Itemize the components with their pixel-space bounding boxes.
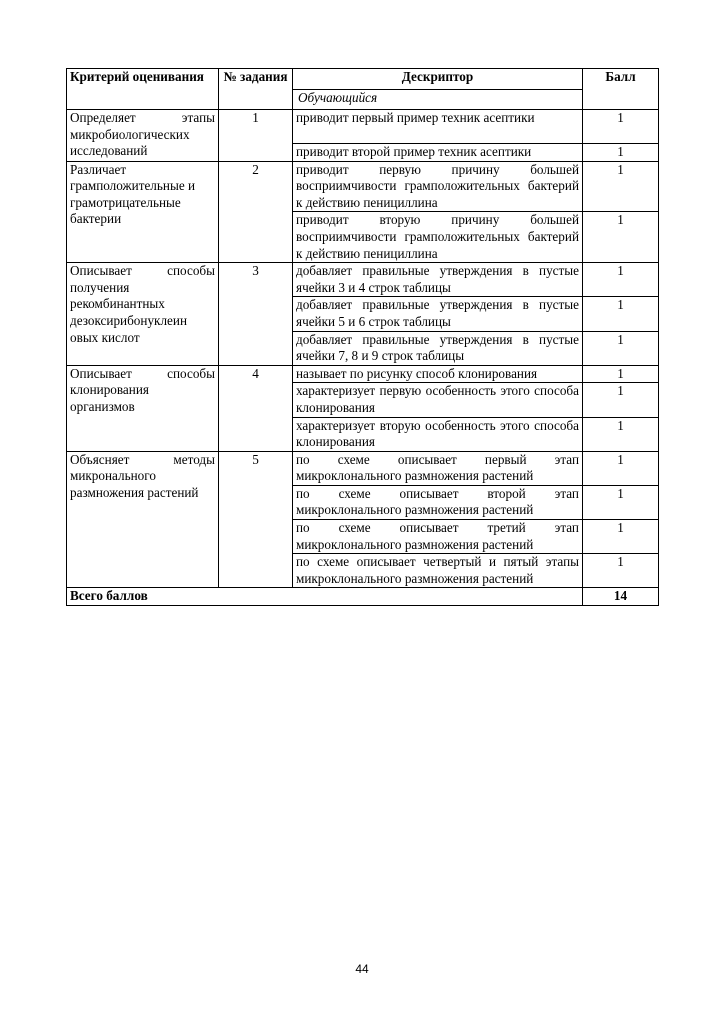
task-number-cell: 5 xyxy=(219,451,293,588)
criterion-cell: Определяет этапы микробиологических исследований xyxy=(67,110,219,162)
score-cell: 1 xyxy=(583,161,659,212)
score-cell: 1 xyxy=(583,554,659,588)
header-descriptor: Дескриптор xyxy=(293,69,583,90)
descriptor-cell: характеризует вторую особенность этого способа клонирования xyxy=(293,417,583,451)
descriptor-cell: называет по рисунку способ клонирования xyxy=(293,365,583,383)
header-learner: Обучающийся xyxy=(293,89,583,110)
criterion-cell: Различает грамположительные и грамотрицательные бактерии xyxy=(67,161,219,263)
score-cell: 1 xyxy=(583,212,659,263)
score-cell: 1 xyxy=(583,485,659,519)
score-cell: 1 xyxy=(583,451,659,485)
total-row xyxy=(67,588,659,606)
descriptor-cell: приводит вторую причину большей восприимчивости грамположительных бактерий к действию пенициллина xyxy=(293,212,583,263)
descriptor-cell: добавляет правильные утверждения в пустые ячейки 5 и 6 строк таблицы xyxy=(293,297,583,331)
task-number-cell: 3 xyxy=(219,263,293,366)
descriptor-cell: приводит первую причину большей восприимчивости грамположительных бактерий к действию пенициллина xyxy=(293,161,583,212)
score-cell: 1 xyxy=(583,365,659,383)
table-row xyxy=(67,263,659,297)
descriptor-cell: приводит первый пример техник асептики xyxy=(293,110,583,144)
score-cell: 1 xyxy=(583,331,659,365)
task-number-cell: 2 xyxy=(219,161,293,263)
descriptor-cell: по схеме описывает третий этап микроклонального размножения растений xyxy=(293,520,583,554)
descriptor-cell: приводит второй пример техник асептики xyxy=(293,144,583,162)
score-cell: 1 xyxy=(583,520,659,554)
score-cell: 1 xyxy=(583,110,659,144)
table-row xyxy=(67,110,659,144)
criterion-cell: Описывает способы клонирования организмов xyxy=(67,365,219,451)
total-label: Всего баллов xyxy=(67,588,583,606)
table-row xyxy=(67,451,659,485)
criterion-cell: Объясняет методы микронального размножения растений xyxy=(67,451,219,588)
header-row xyxy=(67,69,659,90)
header-criterion: Критерий оценивания xyxy=(67,69,219,110)
descriptor-cell: по схеме описывает первый этап микроклонального размножения растений xyxy=(293,451,583,485)
descriptor-cell: добавляет правильные утверждения в пустые ячейки 3 и 4 строк таблицы xyxy=(293,263,583,297)
total-score: 14 xyxy=(583,588,659,606)
assessment-rubric-table xyxy=(66,68,659,606)
header-task-number: № задания xyxy=(219,69,293,110)
table-row xyxy=(67,161,659,212)
score-cell: 1 xyxy=(583,383,659,417)
task-number-cell: 4 xyxy=(219,365,293,451)
score-cell: 1 xyxy=(583,417,659,451)
score-cell: 1 xyxy=(583,144,659,162)
descriptor-cell: добавляет правильные утверждения в пустые ячейки 7, 8 и 9 строк таблицы xyxy=(293,331,583,365)
score-cell: 1 xyxy=(583,297,659,331)
task-number-cell: 1 xyxy=(219,110,293,162)
descriptor-cell: по схеме описывает четвертый и пятый этапы микроклонального размножения растений xyxy=(293,554,583,588)
descriptor-cell: по схеме описывает второй этап микроклонального размножения растений xyxy=(293,485,583,519)
table-row xyxy=(67,365,659,383)
header-score: Балл xyxy=(583,69,659,110)
descriptor-cell: характеризует первую особенность этого способа клонирования xyxy=(293,383,583,417)
page-number: 44 xyxy=(355,962,369,976)
criterion-cell: Описывает способы получения рекомбинантных дезоксирибонуклеин овых кислот xyxy=(67,263,219,366)
score-cell: 1 xyxy=(583,263,659,297)
